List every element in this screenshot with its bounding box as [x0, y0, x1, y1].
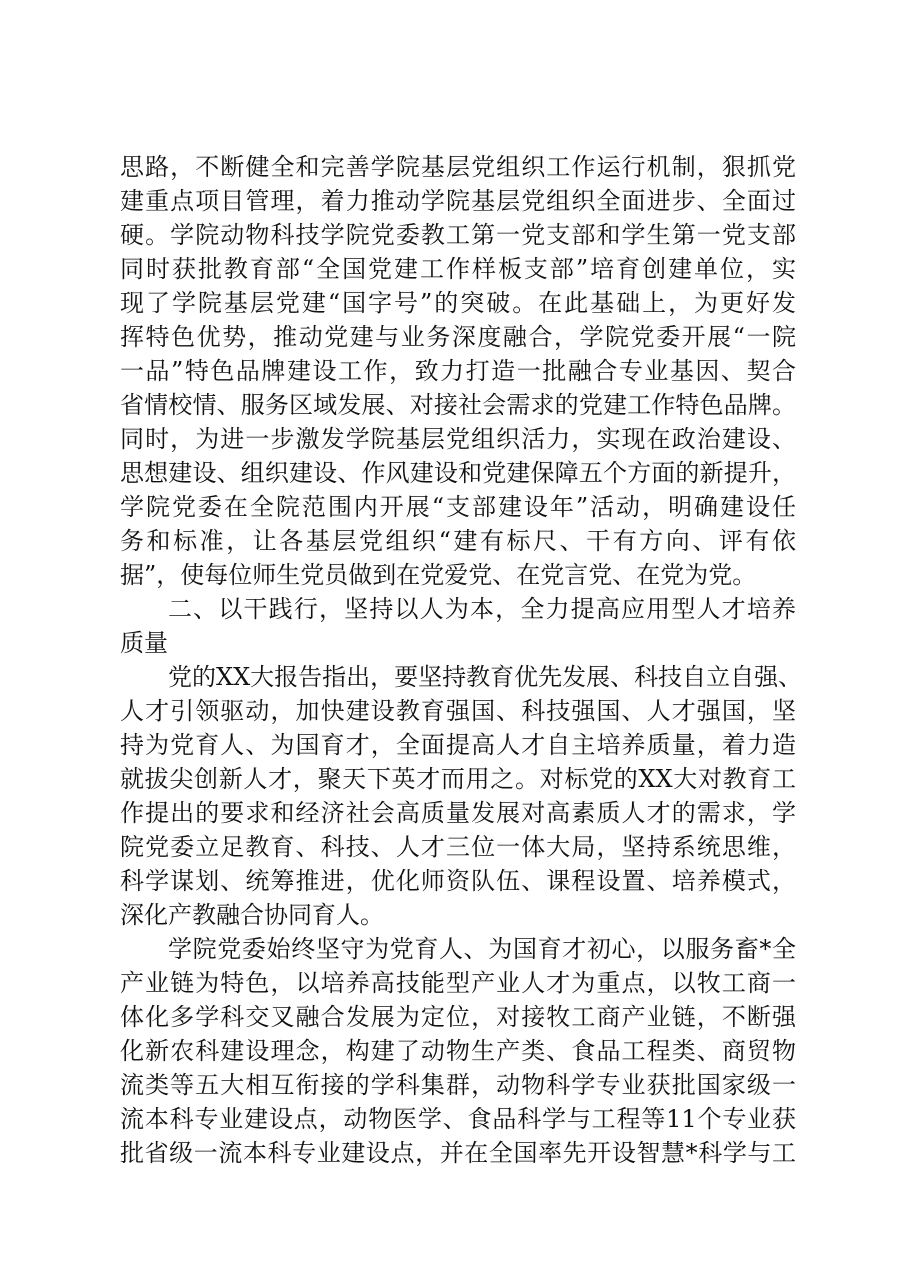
text-line: 党的XX大报告指出，要坚持教育优先发展、科技自立自强、: [168, 663, 803, 691]
text-line: 挥特色优势，推动党建与业务深度融合，学院党委开展“一院: [120, 323, 796, 351]
text-line: 学院党委在全院范围内开展“支部建设年”活动，明确建设任: [120, 493, 796, 521]
text-line: 同时，为进一步激发学院基层党组织活力，实现在政治建设、: [120, 425, 796, 453]
text-line: 现了学院基层党建“国字号”的突破。在此基础上，为更好发: [120, 289, 796, 317]
text-line: 建重点项目管理，着力推动学院基层党组织全面进步、全面过: [120, 187, 796, 215]
text-line: 据”，使每位师生党员做到在党爱党、在党言党、在党为党。: [120, 561, 757, 589]
text-line: 持为党育人、为国育才，全面提高人才自主培养质量，着力造: [120, 731, 796, 759]
section-heading-continued: 质量: [120, 629, 168, 657]
text-line: 硬。学院动物科技学院党委教工第一党支部和学生第一党支部: [120, 221, 796, 249]
text-line: 省情校情、服务区域发展、对接社会需求的党建工作特色品牌。: [120, 391, 796, 419]
text-line: 学院党委始终坚守为党育人、为国育才初心，以服务畜*全: [168, 935, 796, 963]
text-line: 化新农科建设理念，构建了动物生产类、食品工程类、商贸物: [120, 1037, 796, 1065]
text-line: 就拔尖创新人才，聚天下英才而用之。对标党的XX大对教育工: [120, 765, 796, 793]
text-line: 院党委立足教育、科技、人才三位一体大局，坚持系统思维，: [120, 833, 796, 861]
text-line: 同时获批教育部“全国党建工作样板支部”培育创建单位，实: [120, 255, 796, 283]
text-line: 产业链为特色，以培养高技能型产业人才为重点，以牧工商一: [120, 969, 796, 997]
text-line: 深化产教融合协同育人。: [120, 901, 384, 929]
text-line: 思想建设、组织建设、作风建设和党建保障五个方面的新提升，: [120, 459, 796, 487]
text-line: 思路，不断健全和完善学院基层党组织工作运行机制，狠抓党: [120, 153, 796, 181]
text-line: 体化多学科交叉融合发展为定位，对接牧工商产业链，不断强: [120, 1003, 796, 1031]
section-heading: 二、以干践行，坚持以人为本，全力提高应用型人才培养: [168, 595, 796, 623]
text-line: 一品”特色品牌建设工作，致力打造一批融合专业基因、契合: [120, 357, 796, 385]
text-line: 作提出的要求和经济社会高质量发展对高素质人才的需求，学: [120, 799, 796, 827]
text-line: 务和标准，让各基层党组织“建有标尺、干有方向、评有依: [120, 527, 796, 555]
text-line: 流本科专业建设点，动物医学、食品科学与工程等11个专业获: [120, 1105, 796, 1133]
text-line: 批省级一流本科专业建设点，并在全国率先开设智慧*科学与工: [120, 1139, 796, 1167]
text-line: 科学谋划、统筹推进，优化师资队伍、课程设置、培养模式，: [120, 867, 796, 895]
text-line: 流类等五大相互衔接的学科集群，动物科学专业获批国家级一: [120, 1071, 796, 1099]
text-line: 人才引领驱动，加快建设教育强国、科技强国、人才强国，坚: [120, 697, 796, 725]
